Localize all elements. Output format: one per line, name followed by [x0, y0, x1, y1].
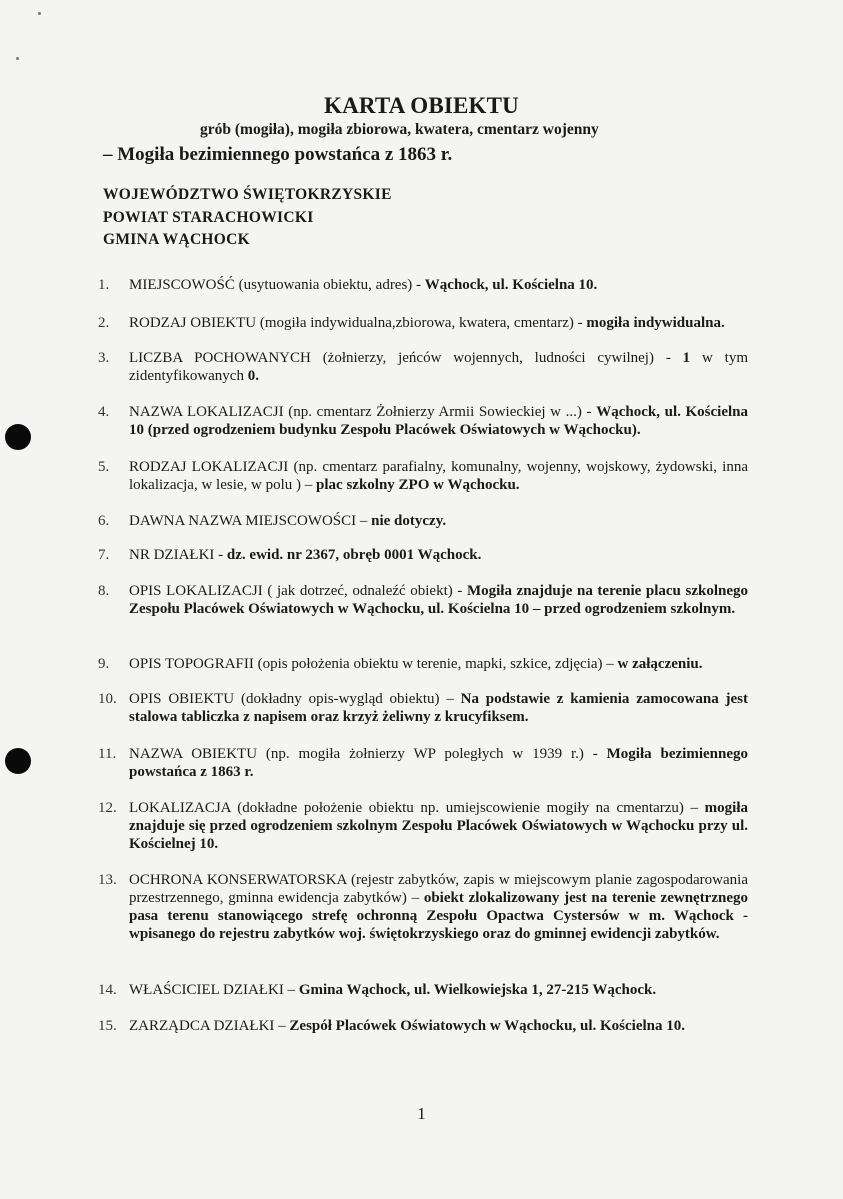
item-value: Mogiła znajduje na terenie placu szkolnego Zespołu Placówek Oświatowych w Wąchocku, ul. Kościelna 10 – przed ogrodzeniem szkolnym. — [129, 583, 748, 617]
item-label: MIEJSCOWOŚĆ (usytuowania obiektu, adres) - — [129, 277, 425, 293]
item-label: OCHRONA KONSERWATORSKA (rejestr zabytków, zapis w miejscowym planie zagospodarowania przestrzennego, gminna ewidencja zabytków) – — [129, 872, 748, 906]
list-item — [98, 981, 748, 999]
document-subtitle: grób (mogiła), mogiła zbiorowa, kwatera, cmentarz wojenny — [200, 121, 599, 138]
item-label: RODZAJ LOKALIZACJI (np. cmentarz parafialny, komunalny, wojenny, wojskowy, żydowski, inna lokalizacja, w lesie, w polu ) – — [129, 459, 748, 493]
list-item — [98, 745, 748, 781]
item-number: 7. — [98, 547, 110, 563]
item-label-2: w tym zidentyfikowanych — [129, 350, 749, 384]
item-value: plac szkolny ZPO w Wąchocku. — [316, 477, 520, 493]
item-value: obiekt zlokalizowany jest na terenie zewnętrznego pasa terenu stanowiącego strefę ochronną Zespołu Opactwa Cystersów w m. Wąchock - wpisanego do rejestru zabytków woj. świętokrzyskiego oraz do gminnej ewidencji zabytków. — [129, 890, 748, 942]
list-item — [98, 349, 748, 385]
item-label: LOKALIZACJA (dokładne położenie obiektu np. umiejscowienie mogiły na cmentarzu) – — [129, 800, 705, 816]
punch-hole — [5, 748, 31, 774]
list-item — [98, 655, 748, 673]
item-value: mogiła znajduje się przed ogrodzeniem szkolnym Zespołu Placówek Oświatowych w Wąchocku przy ul. Kościelnej 10. — [129, 800, 748, 852]
county: POWIAT STARACHOWICKI — [103, 209, 314, 226]
item-number: 2. — [98, 315, 110, 331]
item-label: WŁAŚCICIEL DZIAŁKI – — [129, 982, 299, 998]
item-label: ZARZĄDCA DZIAŁKI – — [129, 1018, 290, 1034]
list-item — [98, 799, 748, 853]
item-number: 4. — [98, 404, 110, 420]
item-label: OPIS OBIEKTU (dokładny opis-wygląd obiektu) – — [129, 691, 461, 707]
item-value: Mogiła bezimiennego powstańca z 1863 r. — [129, 746, 749, 780]
list-item — [98, 458, 748, 494]
item-number: 8. — [98, 583, 110, 599]
item-value: Wąchock, ul. Kościelna 10. — [424, 277, 598, 293]
item-value: Na podstawie z kamienia zamocowana jest stalowa tabliczka z napisem oraz krzyż żeliwny z krucyfiksem. — [129, 691, 748, 725]
item-number: 3. — [98, 350, 110, 366]
commune: GMINA WĄCHOCK — [103, 231, 250, 248]
list-item — [98, 546, 748, 564]
list-item — [98, 582, 748, 618]
item-value: Zespół Placówek Oświatowych w Wąchocku, ul. Kościelna 10. — [289, 1018, 685, 1034]
item-value: 1 — [682, 350, 691, 366]
page-number: 1 — [417, 1104, 426, 1123]
list-item — [98, 690, 748, 726]
item-number: 9. — [98, 656, 110, 672]
list-item — [98, 512, 748, 530]
item-number: 13. — [98, 872, 117, 888]
item-label: OPIS LOKALIZACJI ( jak dotrzeć, odnaleźć obiekt) - — [129, 583, 467, 599]
item-value: nie dotyczy. — [371, 513, 447, 529]
list-item — [98, 871, 748, 943]
item-label: DAWNA NAZWA MIEJSCOWOŚCI – — [129, 513, 372, 529]
item-number: 15. — [98, 1018, 117, 1034]
item-number: 10. — [98, 691, 117, 707]
item-label: OPIS TOPOGRAFII (opis położenia obiektu w terenie, mapki, szkice, zdjęcia) – — [129, 656, 618, 672]
item-number: 11. — [98, 746, 117, 762]
item-label: NAZWA LOKALIZACJI (np. cmentarz Żołnierzy Armii Sowieckiej w ...) - — [129, 404, 597, 420]
item-label: NR DZIAŁKI - — [129, 547, 227, 563]
item-number: 6. — [98, 513, 110, 529]
item-value: dz. ewid. nr 2367, obręb 0001 Wąchock. — [226, 547, 482, 563]
item-number: 1. — [98, 277, 110, 293]
item-number: 14. — [98, 982, 117, 998]
item-value-2: 0. — [247, 368, 259, 384]
item-number: 5. — [98, 459, 110, 475]
item-label: LICZBA POCHOWANYCH (żołnierzy, jeńców wojennych, ludności cywilnej) - — [129, 350, 683, 366]
object-heading: – Mogiła bezimiennego powstańca z 1863 r. — [103, 144, 453, 165]
list-item — [98, 403, 748, 439]
scan-speck — [38, 12, 41, 15]
list-item — [98, 1017, 748, 1035]
item-label: RODZAJ OBIEKTU (mogiła indywidualna,zbiorowa, kwatera, cmentarz) - — [129, 315, 587, 331]
list-item — [98, 314, 748, 332]
item-number: 12. — [98, 800, 117, 816]
voivodeship: WOJEWÓDZTWO ŚWIĘTOKRZYSKIE — [103, 186, 392, 203]
document-title: KARTA OBIEKTU — [324, 93, 519, 118]
list-item — [98, 276, 748, 294]
item-value: Gmina Wąchock, ul. Wielkowiejska 1, 27-215 Wąchock. — [298, 982, 657, 998]
item-label: NAZWA OBIEKTU (np. mogiła żołnierzy WP poległych w 1939 r.) - — [129, 746, 607, 762]
item-value: w załączeniu. — [617, 656, 703, 672]
punch-hole — [5, 424, 31, 450]
item-value: mogiła indywidualna. — [586, 315, 725, 331]
scan-speck — [16, 57, 19, 60]
item-value: Wąchock, ul. Kościelna 10 (przed ogrodzeniem budynku Zespołu Placówek Oświatowych w Wąchocku). — [129, 404, 749, 438]
